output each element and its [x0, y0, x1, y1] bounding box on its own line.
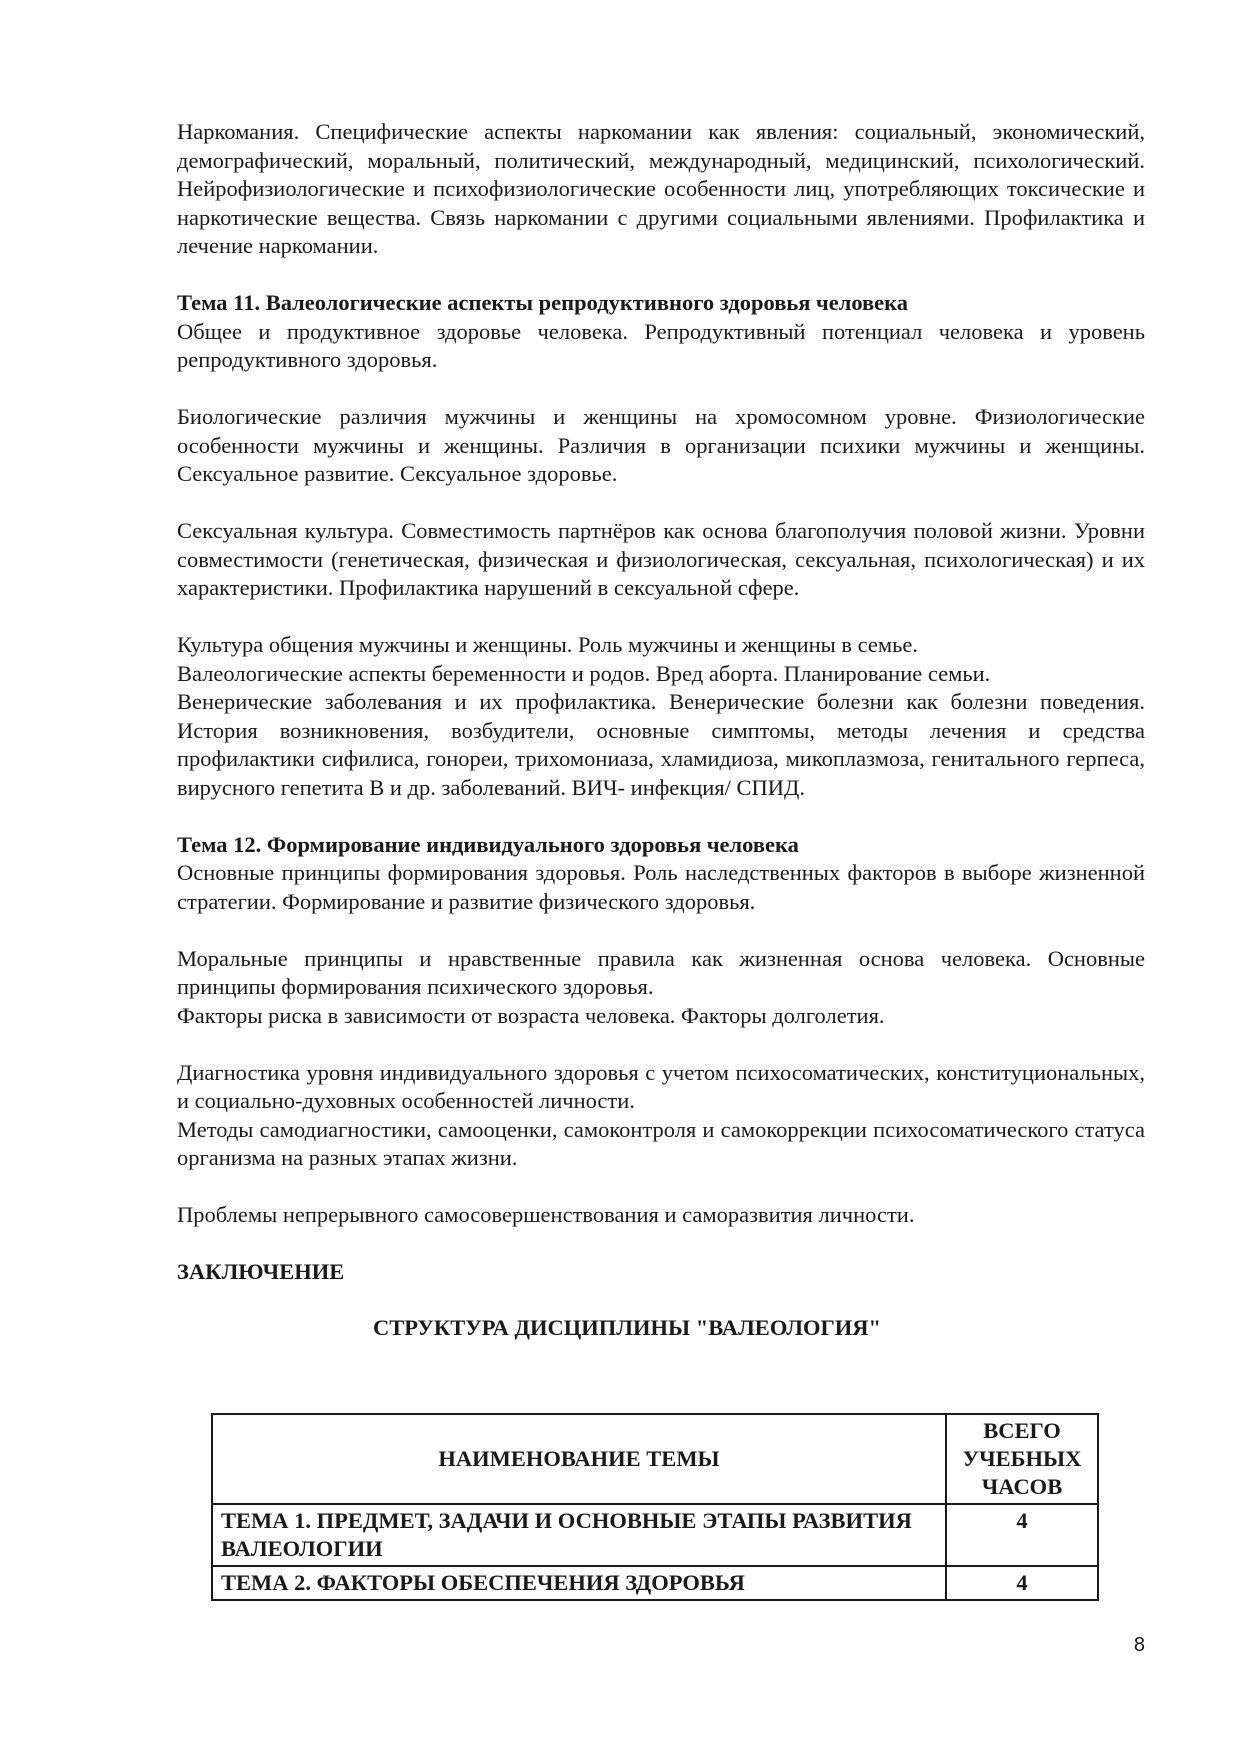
paragraph-narcomania: Наркомания. Специфические аспекты наркомании как явления: социальный, экономический, демографический, моральный, политический, международный, медицинский, психологический. Нейрофизиологические и психофизиологические особенности лиц, употребляющих токсические и наркотические вещества. Связь наркомании с другими социальными явлениями. Профилактика и лечение наркомании. — [177, 119, 1145, 258]
topic-11-paragraph: Культура общения мужчины и женщины. Роль мужчины и женщины в семье. — [177, 632, 918, 657]
header-total-hours: ВСЕГО УЧЕБНЫХ ЧАСОВ — [946, 1414, 1098, 1504]
structure-title: СТРУКТУРА ДИСЦИПЛИНЫ "ВАЛЕОЛОГИЯ" — [372, 1315, 882, 1340]
table-row — [212, 1504, 1098, 1566]
topic-11-heading: Тема 11. Валеологические аспекты репродуктивного здоровья человека — [177, 290, 909, 315]
topic-name-cell: ТЕМА 1. ПРЕДМЕТ, ЗАДАЧИ И ОСНОВНЫЕ ЭТАПЫ РАЗВИТИЯ ВАЛЕОЛОГИИ — [212, 1504, 946, 1566]
hours-cell: 4 — [946, 1504, 1098, 1566]
page-number: 8 — [1133, 1634, 1145, 1656]
topic-11-paragraph: Сексуальная культура. Совместимость партнёров как основа благополучия половой жизни. Уровни совместимости (генетическая, физическая и физиологическая, сексуальная, психологическая) и их характеристики. Профилактика нарушений в сексуальной сфере. — [177, 518, 1145, 600]
topic-11-paragraph: Общее и продуктивное здоровье человека. Репродуктивный потенциал человека и уровень репродуктивного здоровья. — [177, 318, 1145, 372]
topic-12-paragraph: Проблемы непрерывного самосовершенствования и саморазвития личности. — [177, 1202, 915, 1227]
topic-12-paragraph: Моральные принципы и нравственные правила как жизненная основа человека. Основные принципы формирования психического здоровья. — [177, 945, 1145, 999]
topic-11-paragraph: Валеологические аспекты беременности и родов. Вред аборта. Планирование семьи. — [177, 660, 991, 686]
table-header-row — [212, 1414, 1098, 1504]
topic-12-paragraph: Основные принципы формирования здоровья. Роль наследственных факторов в выборе жизненной стратегии. Формирование и развитие физического здоровья. — [177, 860, 1145, 914]
page-body — [177, 118, 1145, 1343]
topic-12-heading: Тема 12. Формирование индивидуального здоровья человека — [177, 831, 799, 857]
topic-name-cell: ТЕМА 2. ФАКТОРЫ ОБЕСПЕЧЕНИЯ ЗДОРОВЬЯ — [212, 1566, 946, 1600]
header-topic-name: НАИМЕНОВАНИЕ ТЕМЫ — [212, 1414, 946, 1504]
topic-12-paragraph: Методы самодиагностики, самооценки, самоконтроля и самокоррекции психосоматического статуса организма на разных этапах жизни. — [177, 1116, 1145, 1170]
hours-cell: 4 — [946, 1566, 1098, 1600]
conclusion-heading: ЗАКЛЮЧЕНИЕ — [177, 1258, 345, 1284]
structure-table — [211, 1413, 1099, 1601]
topic-12-paragraph: Факторы риска в зависимости от возраста человека. Факторы долголетия. — [177, 1002, 885, 1028]
topic-12-paragraph: Диагностика уровня индивидуального здоровья с учетом психосоматических, конституциональных, и социально-духовных особенностей личности. — [177, 1059, 1145, 1113]
table-row — [212, 1566, 1098, 1600]
topic-11-paragraph: Биологические различия мужчины и женщины на хромосомном уровне. Физиологические особенности мужчины и женщины. Различия в организации психики мужчины и женщины. Сексуальное развитие. Сексуальное здоровье. — [177, 404, 1145, 486]
topic-11-paragraph: Венерические заболевания и их профилактика. Венерические болезни как болезни поведения. История возникновения, возбудители, основные симптомы, методы лечения и средства профилактики сифилиса, гонореи, трихомониаза, хламидиоза, микоплазмоза, генитального герпеса, вирусного гепетита В и др. заболеваний. ВИЧ- инфекция/ СПИД. — [177, 689, 1145, 800]
